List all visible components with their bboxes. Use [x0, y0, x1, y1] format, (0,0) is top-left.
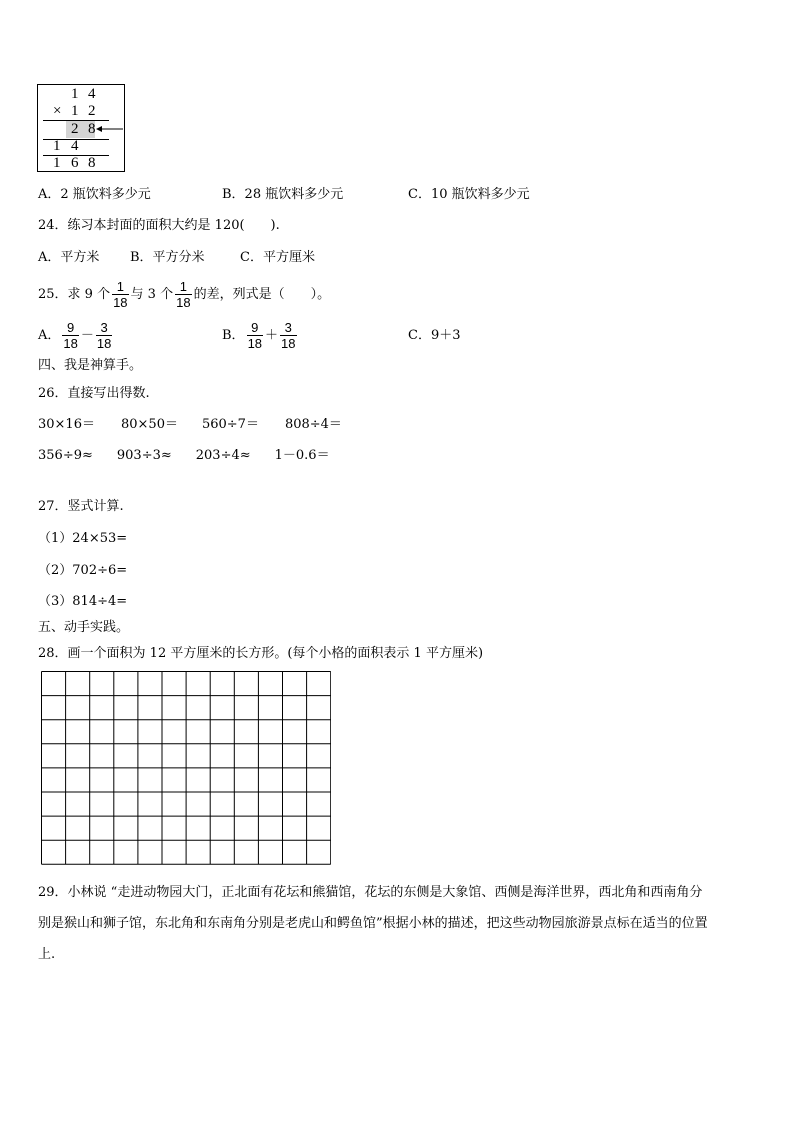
q29-line-1: 29．小林说 “走进动物园大门，正北面有花坛和熊猫馆，花坛的东侧是大象馆、西侧是海洋世界，西北角和西南角分: [38, 885, 703, 900]
calc-item: 80×50＝: [120, 417, 178, 432]
digit: 1: [71, 103, 79, 119]
q27-item-1: （1）24×53=: [38, 531, 128, 546]
q27-item-3: （3）814÷4=: [38, 594, 128, 609]
q28-stem: 28．画一个面积为 12 平方厘米的长方形。(每个小格的面积表示 1 平方厘米): [38, 646, 484, 661]
mult-row-1: [38, 86, 126, 103]
numerator: 1: [116, 279, 124, 294]
calc-item: 560÷7＝: [201, 417, 259, 432]
digit: 2: [71, 121, 79, 137]
calc-item: 356÷9≈: [38, 448, 93, 463]
digit: 1: [53, 155, 61, 171]
q29-line-3: 上.: [38, 947, 56, 962]
arrow-left-icon: [96, 123, 124, 135]
q27-stem: 27．竖式计算.: [38, 499, 124, 514]
q23-option-b[interactable]: B．28 瓶饮料多少元: [222, 187, 344, 202]
denominator: 18: [247, 336, 263, 351]
section-heading: 四、我是神算手。: [38, 358, 143, 373]
fraction: [247, 320, 263, 351]
numerator: 9: [251, 320, 259, 335]
q26-row-2: [38, 447, 358, 465]
denominator: 18: [113, 295, 128, 310]
q27-item-2: （2）702÷6=: [38, 563, 128, 578]
option-label: B．: [222, 328, 245, 343]
digit: 4: [71, 138, 79, 154]
stem-text: 的差，列式是（ ）。: [193, 287, 331, 302]
q24-option-a[interactable]: A．平方米: [38, 250, 100, 265]
digit: 4: [88, 86, 96, 102]
fraction: [62, 320, 78, 351]
square-grid[interactable]: [41, 671, 331, 870]
times-sign: ×: [53, 103, 62, 119]
digit: 8: [88, 155, 96, 171]
calc-item: 203÷4≈: [195, 448, 251, 463]
operator: －: [80, 328, 94, 343]
q25-option-b[interactable]: [222, 318, 299, 354]
q25-option-a[interactable]: [38, 318, 114, 354]
fraction: [175, 279, 191, 310]
q23-option-c[interactable]: C．10 瓶饮料多少元: [408, 187, 530, 202]
fraction: [96, 320, 112, 351]
q29-line-2: 别是猴山和狮子馆，东北角和东南角分别是老虎山和鳄鱼馆”根据小林的描述，把这些动物园旅游景点标在适当的位置: [38, 916, 708, 931]
mult-row-2: [38, 103, 126, 120]
mult-row-4: [38, 138, 126, 155]
fraction: [280, 320, 296, 351]
denominator: 18: [63, 336, 78, 351]
numerator: 3: [284, 320, 292, 335]
digit: 1: [53, 138, 61, 154]
numerator: 9: [67, 320, 75, 335]
denominator: 18: [176, 295, 191, 310]
stem-text: 与 3 个: [130, 287, 174, 302]
digit: 2: [88, 103, 96, 119]
operator: ＋: [265, 328, 279, 343]
section-heading: 五、动手实践。: [38, 620, 130, 635]
calc-item: 30×16＝: [38, 417, 95, 432]
calc-item: 1－0.6＝: [274, 448, 330, 463]
mult-row-5: [38, 155, 126, 172]
q24-option-b[interactable]: B．平方分米: [130, 250, 205, 265]
digit: 8: [88, 121, 96, 137]
q25-option-c[interactable]: C．9＋3: [408, 328, 461, 343]
numerator: 3: [100, 320, 108, 335]
q24-option-c[interactable]: C．平方厘米: [240, 250, 315, 265]
calc-item: 808÷4＝: [284, 417, 342, 432]
denominator: 18: [281, 336, 296, 351]
stem-text: 25．求 9 个: [38, 287, 111, 302]
vertical-multiplication-box: [37, 84, 125, 172]
q25-stem: [38, 277, 330, 313]
digit: 1: [71, 86, 79, 102]
q24-stem: 24．练习本封面的面积大约是 120( ).: [38, 218, 280, 233]
q26-stem: 26．直接写出得数.: [38, 386, 150, 401]
option-label: A．: [38, 328, 61, 343]
fraction: [112, 279, 128, 310]
q23-option-a[interactable]: A．2 瓶饮料多少元: [38, 187, 151, 202]
denominator: 18: [96, 336, 112, 351]
digit: 6: [71, 155, 79, 171]
q26-row-1: [38, 416, 370, 434]
numerator: 1: [179, 279, 187, 294]
calc-item: 903÷3≈: [116, 448, 172, 463]
